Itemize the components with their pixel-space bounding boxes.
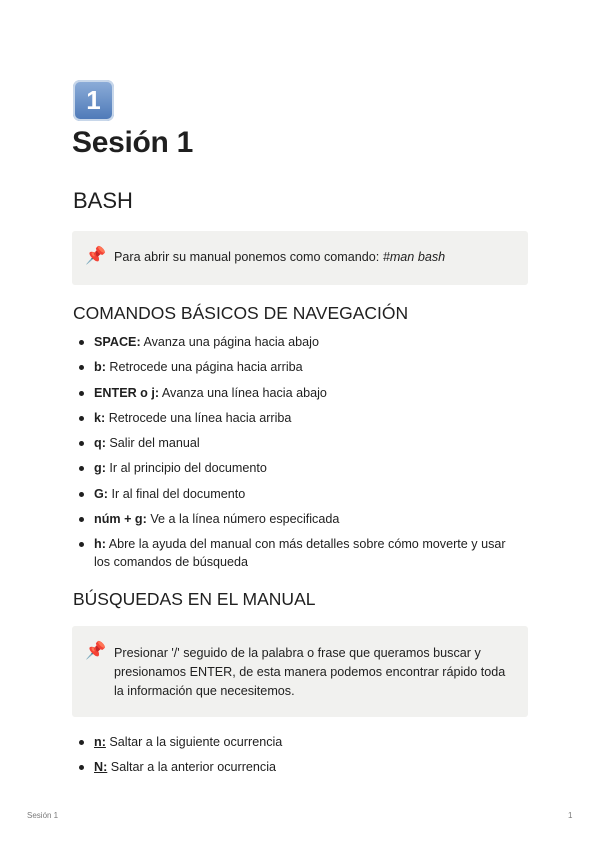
command-key: G: bbox=[94, 486, 108, 501]
search-commands-list bbox=[78, 733, 523, 783]
list-item bbox=[78, 459, 523, 477]
command-key: SPACE: bbox=[94, 335, 141, 349]
page-title: Sesión 1 bbox=[72, 126, 193, 159]
command-key: núm + g: bbox=[94, 512, 147, 527]
list-item bbox=[78, 758, 523, 776]
list-item bbox=[78, 485, 523, 503]
footer-page-number: 1 bbox=[568, 811, 573, 820]
command-key: h: bbox=[94, 537, 106, 552]
heading-bash: BASH bbox=[73, 188, 133, 213]
command-description: Avanza una página hacia abajo bbox=[140, 335, 319, 349]
command-key: N: bbox=[94, 760, 108, 774]
list-item bbox=[78, 358, 523, 376]
keycap-digit: 1 bbox=[86, 85, 101, 115]
list-item bbox=[78, 409, 523, 427]
command-description: Retrocede una línea hacia arriba bbox=[105, 410, 292, 425]
pushpin-icon: 📌 bbox=[85, 641, 107, 660]
command-description: Ir al final del documento bbox=[108, 486, 246, 501]
navigation-commands-list bbox=[78, 333, 523, 579]
callout-text: Presionar '/' seguido de la palabra o frase que queramos buscar y presionamos ENTER, de esta manera podemos encontrar rápido toda la información que necesitemos. bbox=[114, 646, 506, 698]
list-item bbox=[78, 384, 523, 402]
list-item bbox=[78, 434, 523, 452]
list-item bbox=[78, 733, 523, 751]
command-description: Ir al principio del documento bbox=[105, 461, 267, 476]
command-description: Avanza una línea hacia abajo bbox=[159, 385, 327, 400]
callout-man-bash bbox=[72, 231, 528, 285]
footer-document-title: Sesión 1 bbox=[27, 811, 59, 820]
command-description: Retrocede una página hacia arriba bbox=[105, 360, 303, 375]
callout-search-tip bbox=[72, 626, 528, 717]
command-key: g: bbox=[94, 461, 106, 476]
heading-navigation-commands: COMANDOS BÁSICOS DE NAVEGACIÓN bbox=[73, 303, 409, 323]
command-key: k: bbox=[94, 410, 106, 425]
command-key: n: bbox=[94, 735, 106, 749]
heading-manual-search: BÚSQUEDAS EN EL MANUAL bbox=[73, 589, 316, 609]
command-description: Abre la ayuda del manual con más detalles sobre cómo moverte y usar los comandos de búsqueda bbox=[94, 537, 506, 570]
callout-command: #man bash bbox=[382, 250, 446, 264]
list-item bbox=[78, 510, 523, 528]
command-description: Saltar a la anterior ocurrencia bbox=[107, 760, 276, 774]
command-description: Salir del manual bbox=[105, 436, 200, 451]
command-description: Ve a la línea número especificada bbox=[146, 512, 340, 527]
list-item bbox=[78, 535, 523, 571]
list-item bbox=[78, 333, 523, 351]
pushpin-icon: 📌 bbox=[85, 246, 107, 265]
callout-text: Para abrir su manual ponemos como comando: bbox=[114, 250, 383, 264]
command-key: q: bbox=[94, 436, 106, 451]
command-key: ENTER o j: bbox=[94, 385, 160, 400]
keycap-one-icon bbox=[73, 80, 114, 121]
command-description: Saltar a la siguiente ocurrencia bbox=[105, 735, 283, 749]
command-key: b: bbox=[94, 360, 106, 375]
